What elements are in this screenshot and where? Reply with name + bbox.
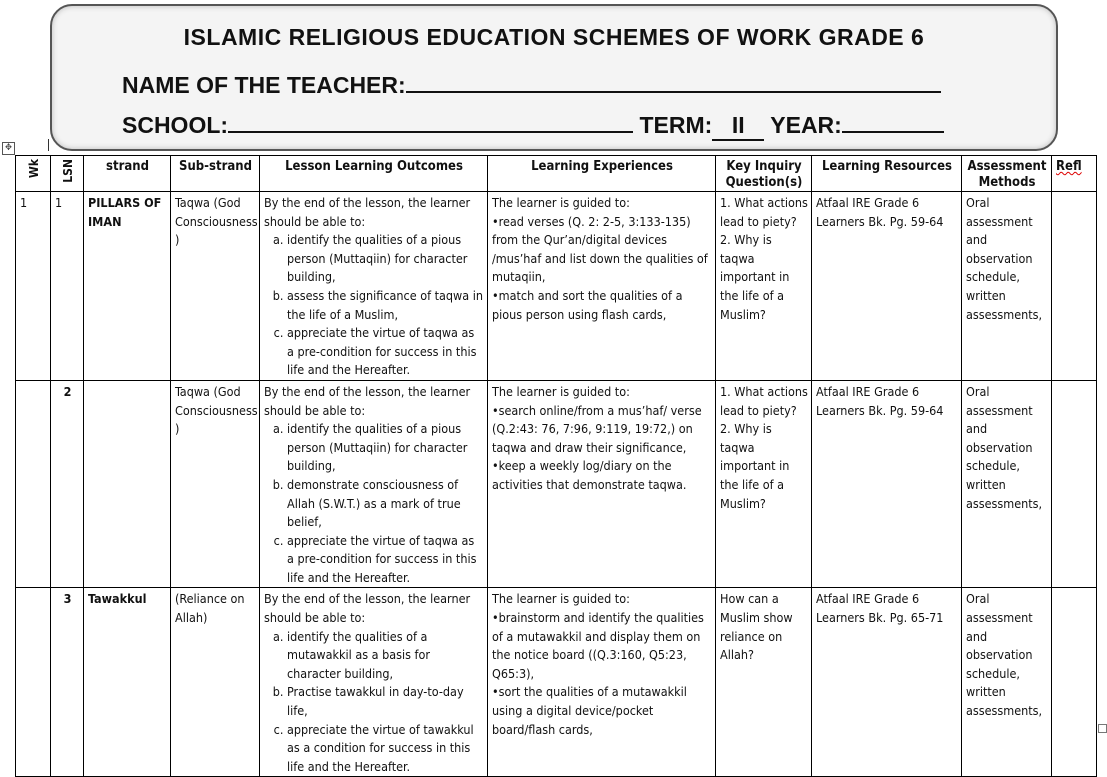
school-label: SCHOOL: — [122, 112, 229, 138]
refl-cell — [1052, 192, 1097, 381]
refl-cell — [1052, 380, 1097, 588]
inquiry-question: 2. Why is taqwa important in the life of a Muslim? — [720, 421, 790, 511]
experience-item: • read verses (Q. 2: 2-5, 3:133-135) from the Qur’an/digital devices /mus’haf and list down the qualities of mutaqiin, — [492, 213, 712, 287]
inquiry-question: 1. What actions lead to piety? — [720, 195, 808, 229]
wk-cell — [16, 588, 51, 777]
wk-cell: 1 — [16, 192, 51, 381]
table-resize-handle-icon[interactable] — [1098, 724, 1107, 733]
school-blank — [228, 113, 633, 133]
lsn-cell: 3 — [51, 588, 84, 777]
experiences-cell — [488, 192, 716, 381]
col-header-outcomes: Lesson Learning Outcomes — [260, 156, 488, 192]
col-header-refl: Refl — [1052, 156, 1097, 192]
outcome-item: c. appreciate the virtue of taqwa as a pre-condition for success in this life and the Hereafter. — [287, 532, 484, 588]
outcome-item: c. appreciate the virtue of taqwa as a pre-condition for success in this life and the Hereafter. — [287, 324, 484, 380]
experience-item: • keep a weekly log/diary on the activities that demonstrate taqwa. — [492, 457, 712, 494]
outcomes-cell — [260, 192, 488, 381]
wk-cell — [16, 380, 51, 588]
refl-cell — [1052, 588, 1097, 777]
substrand-cell: (Reliance on Allah) — [171, 588, 260, 777]
table-row — [16, 588, 1097, 777]
col-header-wk: Wk — [16, 156, 51, 192]
experiences-intro: The learner is guided to: — [492, 591, 630, 607]
outcome-item: b. demonstrate consciousness of Allah (S.W.T.) as a mark of true belief, — [287, 476, 484, 532]
outcome-item: b. assess the significance of taqwa in the life of a Muslim, — [287, 287, 484, 324]
experience-item: • match and sort the qualities of a pious person using flash cards, — [492, 287, 712, 324]
term-value: II — [712, 112, 764, 141]
outcomes-intro: By the end of the lesson, the learner should be able to: — [264, 195, 471, 229]
assessment-cell: Oral assessment and observation schedule, written assessments, — [962, 380, 1052, 588]
year-blank — [842, 113, 944, 133]
schemes-table — [15, 155, 1097, 777]
resources-cell: Atfaal IRE Grade 6 Learners Bk. Pg. 65-71 — [812, 588, 962, 777]
outcomes-list — [264, 628, 484, 777]
strand-cell: PILLARS OF IMAN — [84, 192, 171, 381]
year-label: YEAR: — [770, 112, 842, 138]
inquiry-cell — [716, 588, 812, 777]
col-header-experiences: Learning Experiences — [488, 156, 716, 192]
inquiry-cell — [716, 192, 812, 381]
resources-cell: Atfaal IRE Grade 6 Learners Bk. Pg. 59-64 — [812, 192, 962, 381]
term-label: TERM: — [639, 112, 713, 138]
substrand-cell: Taqwa (God Consciousness ) — [171, 380, 260, 588]
outcomes-cell — [260, 380, 488, 588]
inquiry-question: How can a Muslim show reliance on Allah? — [720, 591, 793, 663]
teacher-line — [122, 72, 941, 99]
table-move-handle-icon[interactable]: ✥ — [2, 142, 15, 155]
outcome-item: a. identify the qualities of a pious person (Muttaqiin) for character building, — [287, 420, 484, 476]
col-header-resources: Learning Resources — [812, 156, 962, 192]
document-title: ISLAMIC RELIGIOUS EDUCATION SCHEMES OF WORK GRADE 6 — [183, 24, 925, 50]
school-line — [122, 112, 944, 141]
outcomes-intro: By the end of the lesson, the learner should be able to: — [264, 383, 471, 418]
experience-item: • brainstorm and identify the qualities of a mutawakkil and display them on the notice board ((Q.3:160, Q5:23, Q65:3), — [492, 609, 712, 683]
assessment-cell: Oral assessment and observation schedule, written assessments, — [962, 192, 1052, 381]
experiences-intro: The learner is guided to: — [492, 383, 630, 399]
outcome-item: a. identify the qualities of a pious person (Muttaqiin) for character building, — [287, 231, 484, 287]
col-header-lsn: LSN — [51, 156, 84, 192]
text-cursor — [48, 139, 49, 151]
table-row — [16, 380, 1097, 588]
table-row — [16, 192, 1097, 381]
outcome-item: a. identify the qualities of a mutawakkil as a basis for character building, — [287, 628, 484, 684]
outcomes-cell — [260, 588, 488, 777]
inquiry-question: 1. What actions lead to piety? — [720, 383, 808, 418]
experience-item: • search online/from a mus’haf/ verse (Q.2:43: 76, 7:96, 9:119, 19:72,) on taqwa and draw their significance, — [492, 402, 712, 458]
strand-cell: Tawakkul — [84, 588, 171, 777]
lsn-cell: 1 — [51, 192, 84, 381]
outcomes-intro: By the end of the lesson, the learner should be able to: — [264, 591, 471, 626]
substrand-cell: Taqwa (God Consciousness ) — [171, 192, 260, 381]
outcome-item: c. appreciate the virtue of tawakkul as a condition for success in this life and the Hereafter. — [287, 721, 484, 777]
col-header-inquiry: Key Inquiry Question(s) — [716, 156, 812, 192]
col-header-assessment: Assessment Methods — [962, 156, 1052, 192]
outcomes-list — [264, 420, 484, 587]
teacher-name-blank — [406, 73, 941, 93]
lsn-cell: 2 — [51, 380, 84, 588]
outcomes-list — [264, 231, 484, 380]
table-header-row — [16, 156, 1097, 192]
header-box — [50, 4, 1058, 151]
inquiry-cell — [716, 380, 812, 588]
experiences-cell — [488, 380, 716, 588]
assessment-cell: Oral assessment and observation schedule, written assessments, — [962, 588, 1052, 777]
strand-cell — [84, 380, 171, 588]
inquiry-question: 2. Why is taqwa important in the life of a Muslim? — [720, 232, 790, 322]
col-header-substrand: Sub-strand — [171, 156, 260, 192]
experiences-intro: The learner is guided to: — [492, 195, 630, 210]
col-header-strand: strand — [84, 156, 171, 192]
resources-cell: Atfaal IRE Grade 6 Learners Bk. Pg. 59-64 — [812, 380, 962, 588]
teacher-label: NAME OF THE TEACHER: — [122, 72, 406, 98]
outcome-item: b. Practise tawakkul in day-to-day life, — [287, 683, 484, 720]
experience-item: • sort the qualities of a mutawakkil using a digital device/pocket board/flash cards, — [492, 683, 712, 739]
experiences-cell — [488, 588, 716, 777]
